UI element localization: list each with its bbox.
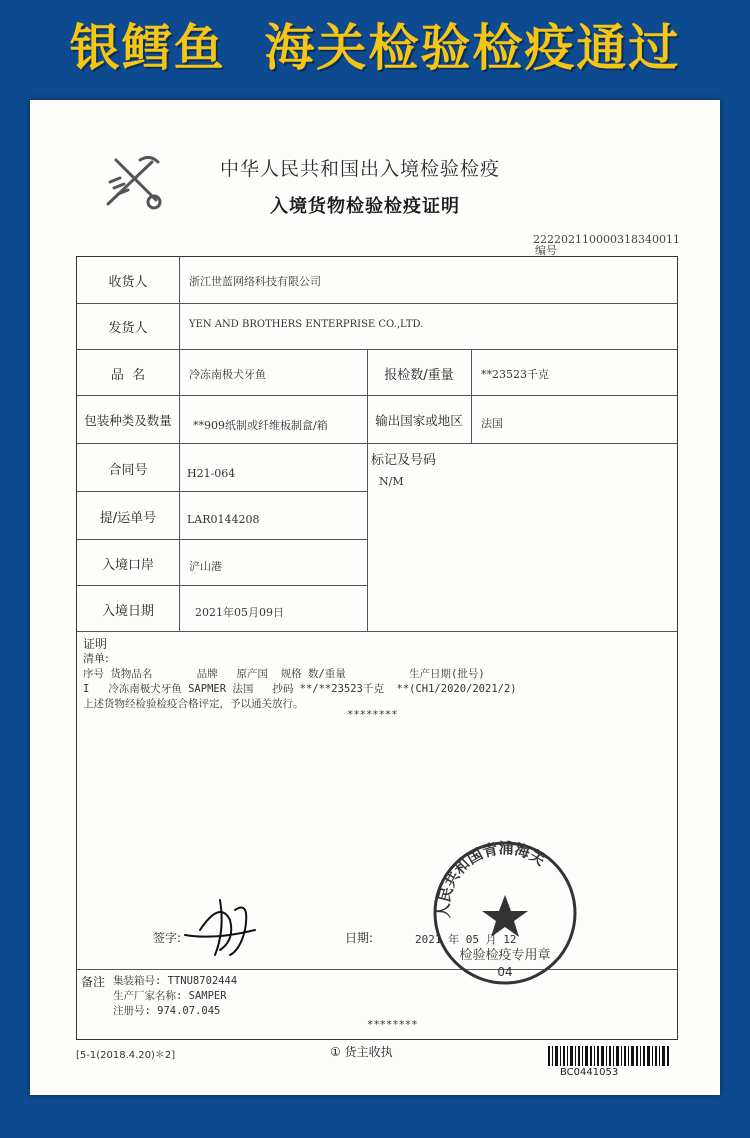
form-code: [5-1(2018.4.20)＊2] — [76, 1050, 176, 1061]
product-value: 冷冻南极犬牙鱼 — [189, 368, 266, 381]
svg-text:人民共和国青浦海关 — [435, 839, 549, 918]
origin-label: 输出国家或地区 — [375, 413, 463, 428]
port-label: 入境口岸 — [101, 558, 154, 573]
certificate-number-label: 编号 — [535, 244, 557, 257]
seal-number: 04 — [497, 965, 513, 979]
issuing-authority: 中华人民共和国出入境检验检疫 — [220, 158, 501, 180]
origin-value: 法国 — [481, 417, 503, 430]
sign-label: 签字: — [153, 931, 182, 945]
container-number: 集装箱号: TTNU8702444 — [113, 975, 238, 987]
bill-label: 提/运单号 — [99, 511, 157, 526]
consignor-label: 发货人 — [108, 321, 148, 336]
certificate-asterisks: ******** — [347, 709, 398, 721]
consignee-value: 浙江世蓝网络科技有限公司 — [189, 275, 321, 288]
product-label: 品 名 — [110, 368, 146, 383]
sign-date-value: 2021 年 05 月 12 — [415, 933, 517, 946]
signature-icon — [180, 890, 280, 960]
seal-subtext: 检验检疫专用章 — [459, 948, 551, 963]
packaging-label: 包装种类及数量 — [84, 413, 172, 428]
goods-columns: 序号 货物品名 品牌 原产国 规格 数/重量 生产日期(批号) — [83, 668, 485, 680]
marks-value: N/M — [379, 475, 404, 488]
remarks-asterisks: ******** — [367, 1019, 418, 1031]
seal-text: 人民共和国青浦海关 — [434, 839, 549, 919]
bill-value: LAR0144208 — [187, 513, 260, 526]
document-title: 入境货物检验检疫证明 — [270, 196, 460, 217]
certificate-paper — [30, 100, 720, 1095]
goods-row: I 冷冻南极犬牙鱼 SAPMER 法国 抄码 **/**23523千克 **(CH1/2020/2021/2) — [83, 683, 517, 695]
list-label: 清单: — [83, 652, 109, 665]
weight-value: **23523千克 — [481, 368, 549, 381]
weight-label: 报检数/重量 — [384, 368, 454, 383]
marks-label: 标记及号码 — [371, 453, 437, 468]
contract-value: H21-064 — [187, 467, 236, 480]
consignee-label: 收货人 — [108, 275, 148, 290]
manufacturer-name: 生产厂家名称: SAMPER — [113, 990, 227, 1002]
remarks-label: 备注 — [81, 975, 106, 989]
copy-label: ① 货主收执 — [330, 1045, 393, 1059]
entry-date-label: 入境日期 — [101, 604, 154, 619]
certificate-heading: 证明 — [83, 637, 108, 651]
registration-number: 注册号: 974.07.045 — [113, 1005, 221, 1017]
packaging-value: **909纸制或纤维板制盒/箱 — [193, 419, 328, 432]
promo-headline: 银鳕鱼 海关检验检疫通过 — [69, 19, 681, 77]
barcode-icon — [548, 1046, 670, 1066]
inspection-emblem-icon — [100, 152, 170, 212]
entry-date-value: 2021年05月09日 — [195, 606, 284, 619]
consignor-value: YEN AND BROTHERS ENTERPRISE CO.,LTD. — [189, 319, 424, 330]
contract-label: 合同号 — [108, 463, 148, 478]
port-value: 浐山港 — [189, 560, 222, 573]
barcode-number: BC0441053 — [560, 1067, 619, 1078]
sign-date-label: 日期: — [345, 931, 374, 945]
certificate-number: 222202110000318340011 — [533, 233, 680, 246]
clearance-statement: 上述货物经检验检疫合格评定，予以通关放行。 — [83, 698, 304, 710]
official-seal-icon — [420, 825, 590, 995]
